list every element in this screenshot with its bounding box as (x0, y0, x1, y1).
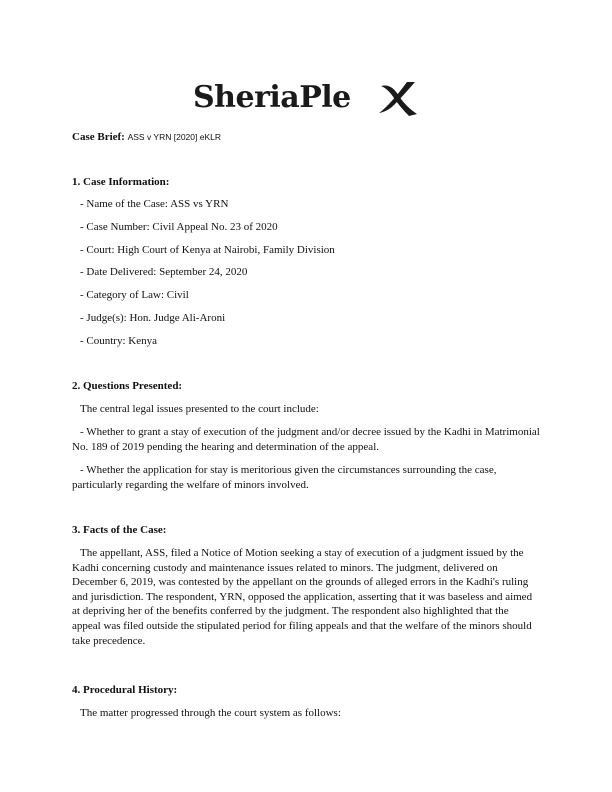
section-heading-case-information: 1. Case Information: (72, 176, 170, 188)
case-info-item: - Name of the Case: ASS vs YRN (80, 198, 229, 210)
facts-paragraph: The appellant, ASS, filed a Notice of Motion seeking a stay of execution of a judgment issued by the Kadhi concerning custody and maintenance issues related to minors. The judgment, delivered on December 6, 2019, was contested by the appellant on the grounds of alleged errors in the Kadhi's ruling and jurisdiction. The respondent, YRN, opposed the application, asserting that it was baseless and aimed at depriving her of the benefits conferred by the judgment. The respondent also highlighted that the appeal was filed outside the stipulated period for filing appeals and that the welfare of the minors should take precedence. (72, 547, 533, 647)
procedural-paragraph: The matter progressed through the court system as follows: (80, 707, 341, 719)
case-info-item: - Date Delivered: September 24, 2020 (80, 266, 248, 278)
question-item: - Whether the application for stay is meritorious given the circumstances surrounding the case, particularly regarding the welfare of minors involved. (72, 464, 497, 491)
case-info-item: - Court: High Court of Kenya at Nairobi, Family Division (80, 244, 335, 256)
question-item: - Whether to grant a stay of execution of the judgment and/or decree issued by the Kadhi in Matrimonial No. 189 of 2019 pending the hearing and determination of the appeal. (72, 426, 540, 453)
sheriaplex-logo (193, 78, 419, 120)
section-heading-questions-presented: 2. Questions Presented: (72, 380, 183, 392)
section-heading-facts: 3. Facts of the Case: (72, 524, 167, 536)
case-info-item: - Category of Law: Civil (80, 289, 189, 301)
case-brief-citation: ASS v YRN [2020] eKLR (127, 132, 221, 142)
case-info-item: - Case Number: Civil Appeal No. 23 of 2020 (80, 221, 278, 233)
case-info-item: - Country: Kenya (80, 335, 157, 347)
case-brief-label: Case Brief: (72, 131, 125, 143)
logo-x-mark-icon (379, 80, 419, 118)
case-info-item: - Judge(s): Hon. Judge Ali-Aroni (80, 312, 226, 324)
questions-intro: The central legal issues presented to the court include: (80, 403, 319, 415)
section-heading-procedural-history: 4. Procedural History: (72, 684, 178, 696)
case-brief-line (72, 131, 221, 143)
logo-text: SheriaPle (193, 80, 351, 115)
